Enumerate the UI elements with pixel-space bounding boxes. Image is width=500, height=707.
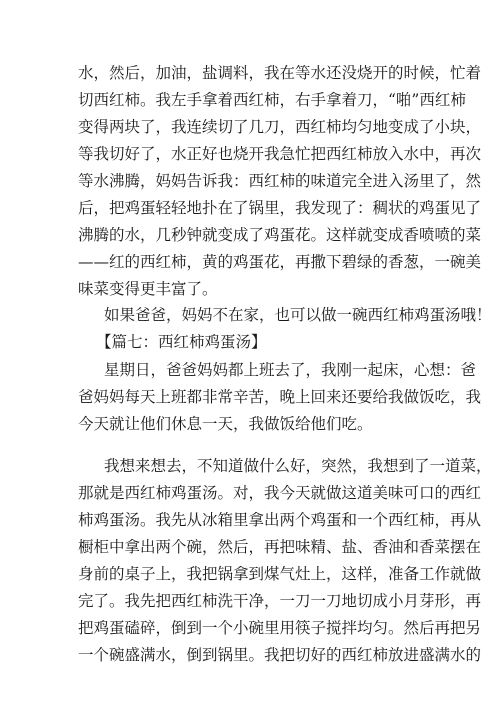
text-line: 如果爸爸，妈妈不在家，也可以做一碗西红柿鸡蛋汤哦！	[104, 306, 492, 324]
text-line: 柿鸡蛋汤。我先从冰箱里拿出两个鸡蛋和一个西红柿，再从	[78, 511, 482, 529]
text-line: 后，把鸡蛋轻轻地扑在了锅里，我发现了：稠状的鸡蛋见了	[78, 199, 482, 217]
text-line: 等我切好了，水正好也烧开我急忙把西红柿放入水中，再次	[78, 145, 482, 163]
text-line: 味菜变得更丰富了。	[78, 280, 218, 298]
text-line: ——红的西红柿，黄的鸡蛋花，再撒下碧绿的香葱，一碗美	[78, 253, 482, 271]
text-line: 我想来想去，不知道做什么好，突然，我想到了一道菜，	[104, 457, 492, 475]
text-line: 一个碗盛满水，倒到锅里。我把切好的西红柿放进盛满水的	[78, 646, 482, 664]
text-line: 今天就让他们休息一天，我做饭给他们吃。	[78, 415, 373, 433]
text-line: 橱柜中拿出两个碗，然后，再把味精、盐、香油和香菜摆在	[78, 538, 482, 556]
text-line: 身前的桌子上，我把锅拿到煤气灶上，这样，准备工作就做	[78, 565, 482, 583]
text-line: 沸腾的水，几秒钟就变成了鸡蛋花。这样就变成香喷喷的菜	[78, 226, 482, 244]
text-line: 等水沸腾，妈妈告诉我：西红柿的味道完全进入汤里了，然	[78, 172, 482, 190]
text-line: 变得两块了，我连续切了几刀，西红柿均匀地变成了小块，	[78, 118, 482, 136]
text-line: 水，然后，加油，盐调料，我在等水还没烧开的时候，忙着	[78, 64, 482, 82]
text-line: 把鸡蛋磕碎，倒到一个小碗里用筷子搅拌均匀。然后再把另	[78, 619, 482, 637]
text-line: 完了。我先把西红柿洗干净，一刀一刀地切成小月芽形，再	[78, 592, 482, 610]
text-line: 星期日，爸爸妈妈都上班去了，我刚一起床，心想：爸	[104, 361, 477, 379]
heading-text: 【篇七：西红柿鸡蛋汤】	[96, 333, 267, 351]
text-line: 那就是西红柿鸡蛋汤。对，我今天就做这道美味可口的西红	[78, 484, 482, 502]
text-line: 切西红柿。我左手拿着西红柿，右手拿着刀，“啪”西红柿	[78, 91, 466, 109]
text-line: 爸妈妈每天上班都非常辛苦，晚上回来还要给我做饭吃，我	[78, 388, 482, 406]
